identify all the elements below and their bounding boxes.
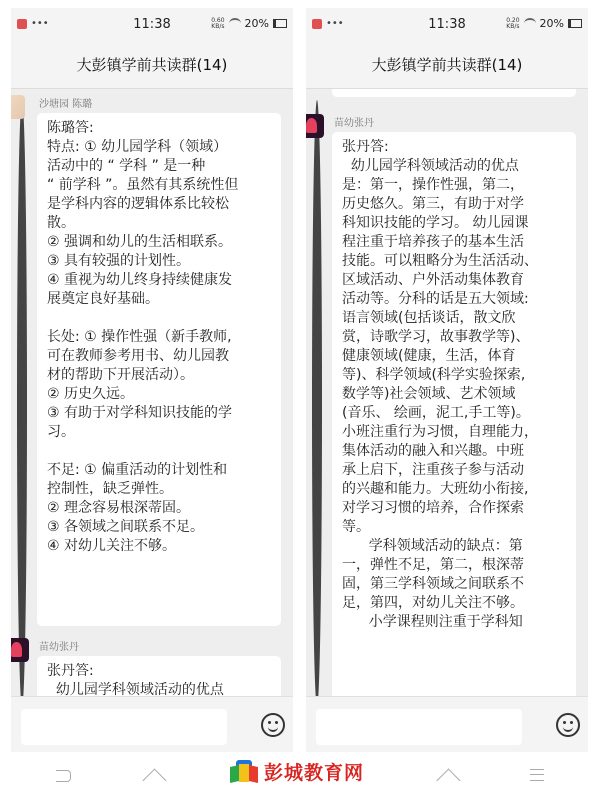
back-icon[interactable] (56, 770, 71, 782)
sender-name: 苗幼张丹 (39, 642, 79, 653)
book-logo-icon (230, 760, 258, 784)
more-dots-icon: ••• (31, 18, 49, 29)
chat-message-list[interactable] (306, 89, 588, 696)
more-dots-icon: ••• (326, 18, 344, 29)
emoji-icon[interactable] (261, 713, 285, 737)
home-icon[interactable] (142, 768, 166, 792)
sender-name: 苗幼张丹 (334, 118, 374, 129)
chat-message-list[interactable] (11, 89, 293, 696)
input-bar (11, 696, 293, 760)
home-icon[interactable] (436, 768, 460, 792)
message-bubble[interactable]: 陈璐答: 特点: ① 幼儿园学科（领域） 活动中的 “ 学科 ” 是一种 “ 前学科 ”。虽然有其系统性但 是学科内容的逻辑体系比较松 散。 ② 强调和幼儿的生活相联系。 ③ 具有较强的计划性。 ④ 重视为幼儿终身持续健康发 展奠定良好基础。 长处: ① 操作性强（新手教师, 可在教师参考用书、幼儿园教 材的帮助下开展活动）。 ② 历史久远。 ③ 有助于对学科知识技能的学 习。 不足: ① 偏重活动的计划性和 控制性，缺乏弹性。 ② 理念容易根深蒂固。 ③ 各领域之间联系不足。 ④ 对幼儿关注不够。 (37, 113, 281, 626)
status-indicators (506, 17, 582, 30)
message-bubble[interactable]: 张丹答: 幼儿园学科领域活动的优点 是：第一，操作性强，第二， 历史悠久。第三，有助于对学 科知识技能的学习。 幼儿园课 程注重于培养孩子的基本生活 技能。可以粗略分为生活活动、 区域活动、户外活动集体教育 活动等。分科的话是五大领域: 语言领域(包括谈话，散文欣 赏，诗歌学习，故事教学等)、 健康领域(健康，生活，体育 等)、科学领域(科学实验探索, 数学等)社会领域、艺术领域 (音乐、 绘画，泥工,手工等)。 小班注重行为习惯，自理能力， 集体活动的融入和兴趣。中班 承上启下，注重孩子参与活动 的兴趣和能力。大班幼小衔接, 对学习习惯的培养，合作探索 等。 学科领域活动的缺点：第 一，弹性不足，第二，根深蒂 固，第三学科领域之间联系不 足，第四，对幼儿关注不够。 小学课程则注重于学科知 (332, 132, 576, 696)
battery-percent: 20% (244, 17, 269, 30)
wifi-icon (229, 18, 241, 29)
message-bubble[interactable]: 张丹答: 幼儿园学科领域活动的优点 (37, 656, 281, 696)
status-time: 11:38 (133, 17, 171, 32)
sender-name: 沙塘园 陈璐 (39, 99, 93, 110)
battery-percent: 20% (539, 17, 564, 30)
status-time: 11:38 (428, 17, 466, 32)
left-phone-screen (11, 8, 293, 760)
battery-icon (273, 19, 287, 28)
watermark (230, 758, 364, 785)
network-speed: 0.60 KB/s (211, 16, 225, 30)
status-bar (306, 8, 588, 42)
chat-title: 大彭镇学前共读群(14) (11, 42, 293, 89)
message-input[interactable] (21, 709, 227, 745)
previous-message-bubble[interactable] (332, 89, 576, 97)
input-bar (306, 696, 588, 760)
chat-title: 大彭镇学前共读群(14) (306, 42, 588, 89)
right-phone-screen (306, 8, 588, 760)
message-input[interactable] (316, 709, 522, 745)
menu-icon[interactable] (530, 769, 544, 781)
sender-avatar[interactable] (306, 114, 324, 138)
emoji-icon[interactable] (556, 713, 580, 737)
wifi-icon (524, 18, 536, 29)
watermark-text: 彭城教育网 (264, 762, 365, 784)
sender-avatar[interactable] (11, 638, 29, 662)
status-bar (11, 8, 293, 42)
battery-icon (568, 19, 582, 28)
sender-avatar[interactable] (11, 95, 25, 119)
status-indicators (211, 17, 287, 30)
network-speed: 0.20 KB/s (506, 16, 520, 30)
